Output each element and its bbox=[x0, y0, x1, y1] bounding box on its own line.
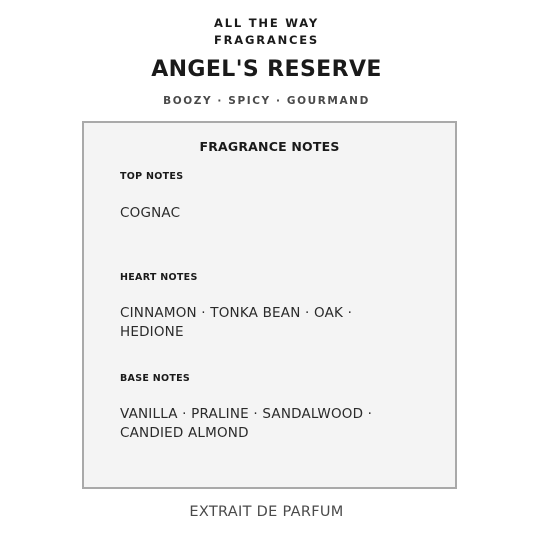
top-notes-label: TOP NOTES bbox=[120, 171, 184, 182]
base-notes-label: BASE NOTES bbox=[120, 373, 191, 384]
notes-card-heading: FRAGRANCE NOTES bbox=[199, 139, 340, 154]
product-title: ANGEL'S RESERVE bbox=[151, 57, 382, 82]
brand-name bbox=[0, 15, 533, 49]
base-notes-value: VANILLA · PRALINE · SANDALWOOD · CANDIED ALMOND bbox=[120, 406, 373, 441]
product-tagline: BOOZY · SPICY · GOURMAND bbox=[163, 95, 370, 107]
concentration-label: EXTRAIT DE PARFUM bbox=[189, 504, 344, 520]
brand-line-2: FRAGRANCES bbox=[213, 33, 319, 47]
heart-notes-label: HEART NOTES bbox=[120, 272, 198, 283]
heart-notes-value: CINNAMON · TONKA BEAN · OAK · HEDIONE bbox=[120, 305, 353, 340]
fragrance-notes-card bbox=[82, 121, 457, 489]
top-notes-value: COGNAC bbox=[120, 205, 181, 221]
brand-line-1: ALL THE WAY bbox=[214, 16, 319, 30]
